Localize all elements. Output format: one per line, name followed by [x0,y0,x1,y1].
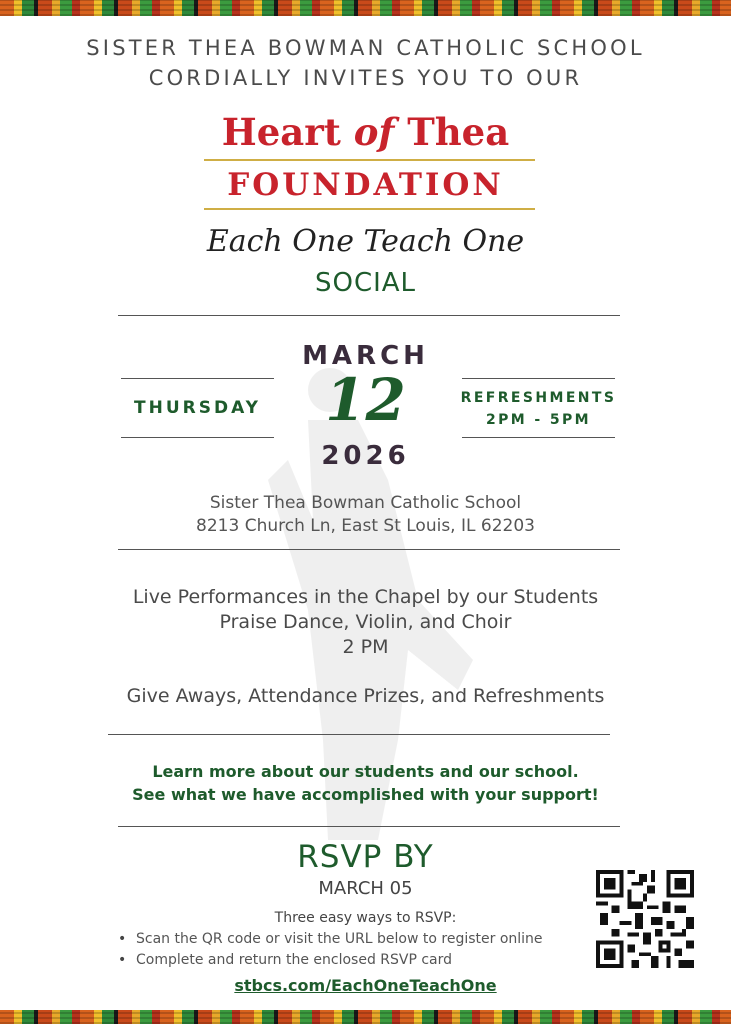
program-block [0,585,731,660]
kente-border-bottom [0,1010,731,1024]
location-address: 8213 Church Ln, East St Louis, IL 62203 [196,516,535,536]
program-line-3: 2 PM [342,636,389,658]
date-day: 12 [325,366,406,434]
event-name-script: Each One Teach One [206,224,525,259]
date-month: MARCH [302,341,429,371]
rsvp-ways-title: Three easy ways to RSVP: [274,910,457,926]
program-line-2: Praise Dance, Violin, and Choir [219,611,512,633]
divider [118,826,620,827]
rsvp-date: MARCH 05 [318,878,413,899]
logo-heart: Heart [221,110,341,154]
location-name: Sister Thea Bowman Catholic School [209,493,522,513]
refreshments-rule-bottom [462,437,615,438]
invite-line-2: CORDIALLY INVITES YOU TO OUR [148,66,583,90]
logo-of: of [353,110,395,154]
logo-thea: Thea [407,110,510,154]
refreshments-time: 2PM - 5PM [485,412,592,428]
logo-rule-bottom [204,208,535,210]
rsvp-ways-list [118,929,543,971]
event-name-social: SOCIAL [314,268,417,298]
rsvp-url-wrap [0,976,731,995]
learn-block [0,760,731,806]
refreshments-label: REFRESHMENTS [460,390,617,406]
refreshments-rule-top [462,378,615,379]
date-year: 2026 [321,441,410,471]
qr-code-icon[interactable] [596,870,694,968]
learn-line-1: Learn more about our students and our school. [152,762,579,781]
weekday-rule-top [121,378,274,379]
refreshments-block [452,387,625,431]
date-weekday: THURSDAY [134,398,261,418]
learn-line-2: See what we have accomplished with your support! [132,785,599,804]
weekday-rule-bottom [121,437,274,438]
logo-title [0,110,731,154]
rsvp-way-item: • Complete and return the enclosed RSVP card [118,950,543,971]
program-line-4: Give Aways, Attendance Prizes, and Refreshments [126,685,605,707]
program-line-1: Live Performances in the Chapel by our Students [132,586,599,608]
logo-foundation: FOUNDATION [227,167,504,203]
logo-rule-top [204,159,535,161]
divider [108,734,610,735]
kente-border-top [0,0,731,16]
divider [118,549,620,550]
divider [118,315,620,316]
location-block [0,492,731,538]
invite-line-1: SISTER THEA BOWMAN CATHOLIC SCHOOL [86,36,645,60]
rsvp-url-link[interactable]: stbcs.com/EachOneTeachOne [234,976,497,995]
rsvp-title: RSVP BY [297,839,434,875]
rsvp-way-item: • Scan the QR code or visit the URL below to register online [118,929,543,950]
